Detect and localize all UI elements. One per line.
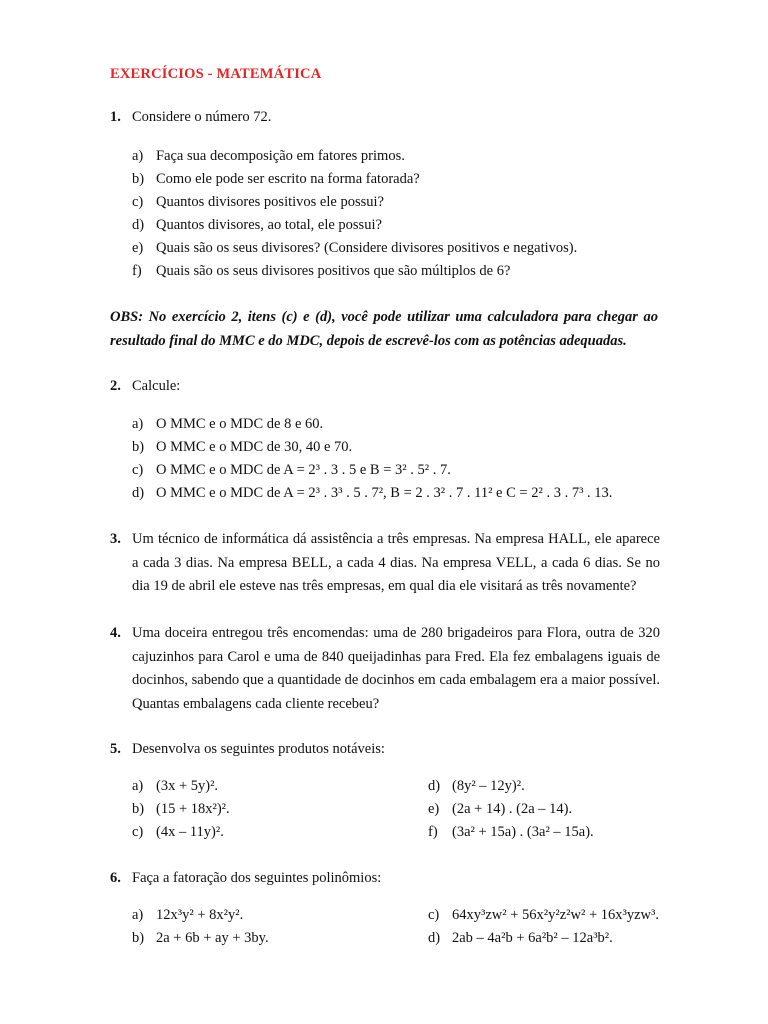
item-text: Faça sua decomposição em fatores primos. bbox=[156, 148, 405, 164]
question-2 bbox=[110, 375, 660, 399]
question-number: 2. bbox=[110, 378, 121, 394]
item-text: (4x – 11y)². bbox=[156, 824, 224, 840]
item-letter: d) bbox=[132, 485, 145, 501]
list-item bbox=[110, 798, 410, 821]
item-letter: d) bbox=[428, 930, 441, 946]
question-number: 4. bbox=[110, 625, 121, 641]
item-text: O MMC e o MDC de 30, 40 e 70. bbox=[156, 439, 353, 455]
list-item bbox=[110, 821, 410, 844]
question-text: Faça a fatoração dos seguintes polinômios: bbox=[132, 870, 382, 886]
item-text: 12x³y² + 8x²y². bbox=[156, 907, 244, 923]
item-text: Quais são os seus divisores? (Considere divisores positivos e negativos). bbox=[156, 240, 578, 256]
question-4 bbox=[110, 622, 660, 716]
list-item bbox=[110, 927, 410, 950]
list-item bbox=[406, 798, 706, 821]
item-letter: f) bbox=[428, 824, 438, 840]
list-item bbox=[110, 413, 660, 436]
left-column bbox=[110, 904, 410, 950]
question-1-items bbox=[110, 145, 660, 283]
item-text: O MMC e o MDC de A = 2³ . 3 . 5 e B = 3² . 5² . 7. bbox=[156, 462, 451, 478]
list-item bbox=[110, 904, 410, 927]
item-text: O MMC e o MDC de 8 e 60. bbox=[156, 416, 324, 432]
item-letter: b) bbox=[132, 801, 145, 817]
list-item bbox=[406, 775, 706, 798]
list-item bbox=[406, 821, 706, 844]
obs-line-1: OBS: No exercício 2, itens (c) e (d), você pode utilizar uma calculadora para chegar ao bbox=[110, 309, 658, 325]
question-2-items bbox=[110, 413, 660, 505]
list-item bbox=[110, 214, 660, 237]
item-letter: b) bbox=[132, 439, 145, 455]
obs-line-2: resultado final do MMC e do MDC, depois de escrevê-los com as potências adequadas. bbox=[110, 332, 627, 349]
question-text: Uma doceira entregou três encomendas: uma de 280 brigadeiros para Flora, outra de 320 cajuzinhos para Carol e uma de 840 queijadinhas para Fred. Ela fez embalagens iguais de docinhos, sabendo que a quantidade de docinhos em cada embalagem era a maior possível. Quantas embalagens cada cliente recebeu? bbox=[132, 625, 660, 712]
item-text: (2a + 14) . (2a – 14). bbox=[452, 801, 573, 817]
item-text: (3x + 5y)². bbox=[156, 778, 219, 794]
item-text: (3a² + 15a) . (3a² – 15a). bbox=[452, 824, 594, 840]
item-letter: b) bbox=[132, 930, 145, 946]
question-text: Desenvolva os seguintes produtos notáveis: bbox=[132, 741, 385, 757]
item-text: 2a + 6b + ay + 3by. bbox=[156, 930, 269, 946]
question-text: Calcule: bbox=[132, 378, 181, 394]
item-text: Como ele pode ser escrito na forma fatorada? bbox=[156, 171, 420, 187]
obs-note bbox=[110, 306, 658, 353]
item-letter: e) bbox=[428, 801, 440, 817]
item-letter: c) bbox=[132, 824, 144, 840]
question-number: 6. bbox=[110, 870, 121, 886]
list-item bbox=[110, 260, 660, 283]
page-title: EXERCÍCIOS - MATEMÁTICA bbox=[110, 66, 322, 82]
question-3 bbox=[110, 528, 660, 599]
item-text: (15 + 18x²)². bbox=[156, 801, 230, 817]
item-text: 2ab – 4a²b + 6a²b² – 12a³b². bbox=[452, 930, 613, 946]
item-text: Quantos divisores, ao total, ele possui? bbox=[156, 217, 382, 233]
list-item bbox=[110, 237, 660, 260]
question-text: Considere o número 72. bbox=[132, 109, 272, 125]
question-6 bbox=[110, 867, 660, 891]
item-letter: c) bbox=[132, 462, 144, 478]
item-letter: a) bbox=[132, 416, 144, 432]
list-item bbox=[406, 927, 706, 950]
item-text: Quantos divisores positivos ele possui? bbox=[156, 194, 384, 210]
list-item bbox=[110, 436, 660, 459]
list-item bbox=[110, 145, 660, 168]
question-number: 5. bbox=[110, 741, 121, 757]
item-text: Quais são os seus divisores positivos que são múltiplos de 6? bbox=[156, 263, 511, 279]
item-letter: a) bbox=[132, 778, 144, 794]
item-letter: a) bbox=[132, 148, 144, 164]
list-item bbox=[110, 482, 660, 505]
item-letter: c) bbox=[132, 194, 144, 210]
right-column bbox=[406, 775, 706, 844]
right-column bbox=[406, 904, 706, 950]
item-text: O MMC e o MDC de A = 2³ . 3³ . 5 . 7², B = 2 . 3² . 7 . 11² e C = 2² . 3 . 7³ . 13. bbox=[156, 485, 613, 501]
item-letter: e) bbox=[132, 240, 144, 256]
question-number: 1. bbox=[110, 109, 121, 125]
left-column bbox=[110, 775, 410, 844]
item-text: (8y² – 12y)². bbox=[452, 778, 525, 794]
question-number: 3. bbox=[110, 531, 121, 547]
list-item bbox=[110, 775, 410, 798]
question-5 bbox=[110, 738, 660, 762]
list-item bbox=[110, 459, 660, 482]
question-text: Um técnico de informática dá assistência a três empresas. Na empresa HALL, ele aparece a cada 3 dias. Na empresa BELL, a cada 4 dias. Na empresa VELL, a cada 6 dias. Se no dia 19 de abril ele esteve nas três empresas, em qual dia ele visitará as três novamente? bbox=[132, 531, 660, 594]
item-letter: b) bbox=[132, 171, 145, 187]
list-item bbox=[406, 904, 706, 927]
item-letter: a) bbox=[132, 907, 144, 923]
list-item bbox=[110, 168, 660, 191]
list-item bbox=[110, 191, 660, 214]
question-1 bbox=[110, 106, 660, 130]
item-text: 64xy³zw² + 56x²y²z²w² + 16x³yzw³. bbox=[452, 907, 659, 923]
item-letter: f) bbox=[132, 263, 142, 279]
item-letter: d) bbox=[132, 217, 145, 233]
item-letter: d) bbox=[428, 778, 441, 794]
item-letter: c) bbox=[428, 907, 440, 923]
